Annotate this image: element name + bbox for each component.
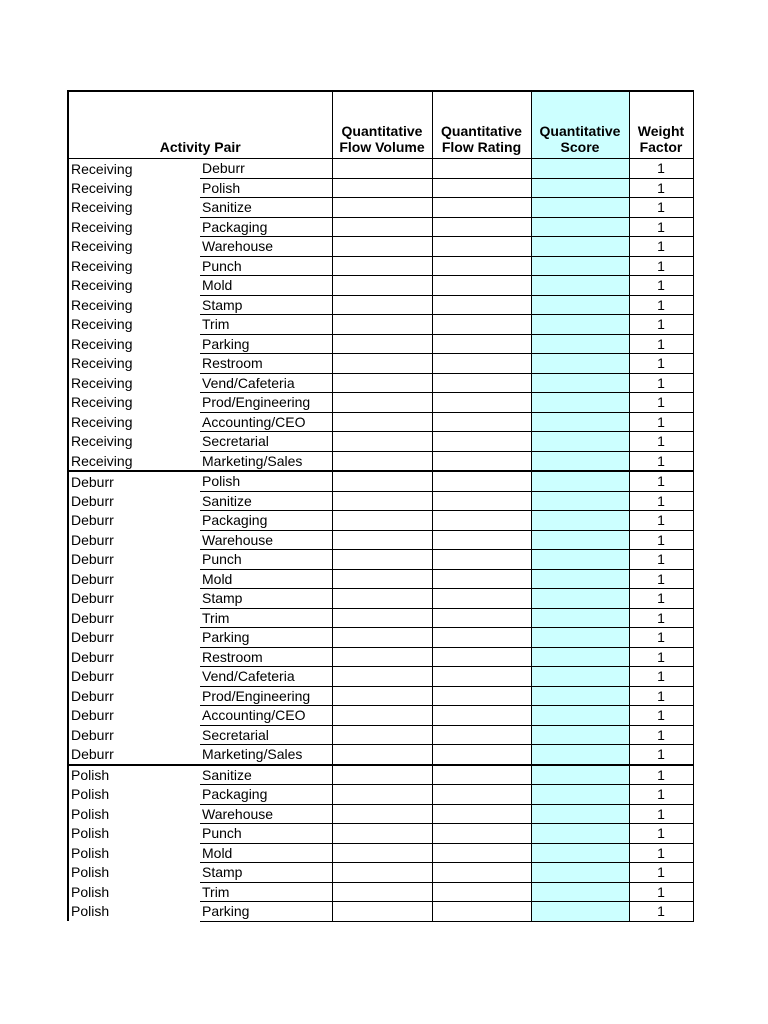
cell-flow-volume[interactable]: [332, 765, 432, 785]
cell-flow-volume[interactable]: [332, 276, 432, 296]
cell-score[interactable]: [531, 569, 629, 589]
cell-score[interactable]: [531, 451, 629, 471]
cell-flow-rating[interactable]: [432, 432, 531, 452]
cell-score[interactable]: [531, 686, 629, 706]
cell-score[interactable]: [531, 667, 629, 687]
header-flow-rating[interactable]: [432, 91, 531, 159]
cell-activity-from[interactable]: Deburr: [68, 569, 200, 589]
cell-weight-factor[interactable]: 1: [629, 686, 693, 706]
cell-activity-to[interactable]: Mold: [200, 569, 332, 589]
cell-score[interactable]: [531, 198, 629, 218]
cell-flow-rating[interactable]: [432, 511, 531, 531]
table-row: [68, 804, 693, 824]
cell-activity-to[interactable]: Packaging: [200, 785, 332, 805]
cell-flow-rating[interactable]: [432, 745, 531, 765]
cell-score[interactable]: [531, 295, 629, 315]
cell-weight-factor[interactable]: 1: [629, 725, 693, 745]
cell-flow-volume[interactable]: [332, 412, 432, 432]
cell-score[interactable]: [531, 706, 629, 726]
cell-flow-rating[interactable]: [432, 550, 531, 570]
cell-flow-volume[interactable]: [332, 628, 432, 648]
cell-activity-to[interactable]: Mold: [200, 276, 332, 296]
cell-score[interactable]: [531, 412, 629, 432]
cell-activity-to[interactable]: Sanitize: [200, 198, 332, 218]
header-row: [68, 91, 693, 159]
cell-flow-volume[interactable]: [332, 608, 432, 628]
header-weight-line2: Factor: [639, 139, 683, 155]
cell-flow-volume[interactable]: [332, 354, 432, 374]
cell-weight-factor[interactable]: 1: [629, 785, 693, 805]
table-row: [68, 765, 693, 785]
cell-activity-from[interactable]: Receiving: [68, 276, 200, 296]
cell-activity-from[interactable]: Deburr: [68, 608, 200, 628]
cell-activity-to[interactable]: Polish: [200, 471, 332, 491]
cell-score[interactable]: [531, 785, 629, 805]
cell-activity-to[interactable]: Trim: [200, 315, 332, 335]
header-flow-volume-line1: Quantitative: [341, 123, 423, 139]
cell-flow-rating[interactable]: [432, 608, 531, 628]
cell-score[interactable]: [531, 725, 629, 745]
cell-flow-volume[interactable]: [332, 843, 432, 863]
table-row: [68, 198, 693, 218]
activity-pair-table: [67, 90, 694, 922]
cell-flow-volume[interactable]: [332, 686, 432, 706]
cell-weight-factor[interactable]: 1: [629, 550, 693, 570]
cell-activity-from[interactable]: Deburr: [68, 725, 200, 745]
cell-activity-from[interactable]: Deburr: [68, 647, 200, 667]
cell-weight-factor[interactable]: 1: [629, 647, 693, 667]
cell-activity-to[interactable]: Secretarial: [200, 432, 332, 452]
cell-activity-from[interactable]: Deburr: [68, 706, 200, 726]
table-row: [68, 628, 693, 648]
cell-flow-rating[interactable]: [432, 276, 531, 296]
cell-weight-factor[interactable]: 1: [629, 295, 693, 315]
cell-activity-to[interactable]: Packaging: [200, 217, 332, 237]
cell-flow-rating[interactable]: [432, 667, 531, 687]
cell-flow-volume[interactable]: [332, 667, 432, 687]
cell-activity-from[interactable]: Receiving: [68, 334, 200, 354]
table-row: [68, 217, 693, 237]
header-flow-rating-line1: Quantitative: [441, 123, 522, 139]
header-flow-rating-line2: Flow Rating: [441, 139, 522, 155]
table-row: [68, 785, 693, 805]
cell-activity-from[interactable]: Polish: [68, 804, 200, 824]
table-row: [68, 159, 693, 179]
cell-score[interactable]: [531, 237, 629, 257]
cell-flow-rating[interactable]: [432, 785, 531, 805]
cell-flow-rating[interactable]: [432, 902, 531, 922]
cell-score[interactable]: [531, 393, 629, 413]
table-row: [68, 276, 693, 296]
cell-flow-rating[interactable]: [432, 589, 531, 609]
cell-score[interactable]: [531, 491, 629, 511]
cell-activity-from[interactable]: Deburr: [68, 686, 200, 706]
cell-activity-from[interactable]: Receiving: [68, 256, 200, 276]
cell-flow-rating[interactable]: [432, 178, 531, 198]
cell-weight-factor[interactable]: 1: [629, 530, 693, 550]
cell-activity-from[interactable]: Receiving: [68, 198, 200, 218]
cell-flow-volume[interactable]: [332, 491, 432, 511]
cell-score[interactable]: [531, 745, 629, 765]
cell-activity-to[interactable]: Punch: [200, 256, 332, 276]
cell-flow-rating[interactable]: [432, 471, 531, 491]
cell-activity-from[interactable]: Receiving: [68, 432, 200, 452]
table-row: [68, 373, 693, 393]
cell-flow-volume[interactable]: [332, 334, 432, 354]
cell-activity-to[interactable]: Parking: [200, 628, 332, 648]
table-row: [68, 706, 693, 726]
cell-weight-factor[interactable]: 1: [629, 882, 693, 902]
cell-activity-to[interactable]: Restroom: [200, 354, 332, 374]
cell-activity-from[interactable]: Receiving: [68, 159, 200, 179]
cell-activity-from[interactable]: Deburr: [68, 589, 200, 609]
cell-weight-factor[interactable]: 1: [629, 706, 693, 726]
cell-flow-rating[interactable]: [432, 706, 531, 726]
cell-weight-factor[interactable]: 1: [629, 198, 693, 218]
cell-activity-to[interactable]: Packaging: [200, 511, 332, 531]
cell-score[interactable]: [531, 550, 629, 570]
cell-activity-to[interactable]: Restroom: [200, 647, 332, 667]
cell-weight-factor[interactable]: 1: [629, 902, 693, 922]
cell-activity-to[interactable]: Vend/Cafeteria: [200, 373, 332, 393]
table-row: [68, 608, 693, 628]
cell-activity-from[interactable]: Receiving: [68, 315, 200, 335]
cell-activity-to[interactable]: Accounting/CEO: [200, 412, 332, 432]
cell-score[interactable]: [531, 256, 629, 276]
cell-activity-to[interactable]: Marketing/Sales: [200, 745, 332, 765]
table-row: [68, 569, 693, 589]
cell-weight-factor[interactable]: 1: [629, 843, 693, 863]
cell-score[interactable]: [531, 804, 629, 824]
cell-activity-to[interactable]: Sanitize: [200, 491, 332, 511]
cell-weight-factor[interactable]: 1: [629, 315, 693, 335]
cell-flow-rating[interactable]: [432, 863, 531, 883]
cell-flow-rating[interactable]: [432, 315, 531, 335]
cell-activity-to[interactable]: Sanitize: [200, 765, 332, 785]
table-row: [68, 237, 693, 257]
cell-weight-factor[interactable]: 1: [629, 256, 693, 276]
cell-score[interactable]: [531, 647, 629, 667]
cell-activity-to[interactable]: Warehouse: [200, 530, 332, 550]
cell-activity-from[interactable]: Receiving: [68, 393, 200, 413]
table-row: [68, 451, 693, 471]
cell-activity-to[interactable]: Warehouse: [200, 804, 332, 824]
cell-activity-to[interactable]: Parking: [200, 902, 332, 922]
cell-activity-from[interactable]: Receiving: [68, 295, 200, 315]
cell-weight-factor[interactable]: 1: [629, 354, 693, 374]
cell-flow-rating[interactable]: [432, 491, 531, 511]
cell-activity-from[interactable]: Deburr: [68, 745, 200, 765]
cell-activity-from[interactable]: Receiving: [68, 451, 200, 471]
cell-weight-factor[interactable]: 1: [629, 628, 693, 648]
table-row: [68, 667, 693, 687]
cell-flow-rating[interactable]: [432, 393, 531, 413]
header-flow-volume[interactable]: [332, 91, 432, 159]
cell-flow-volume[interactable]: [332, 393, 432, 413]
cell-score[interactable]: [531, 824, 629, 844]
cell-score[interactable]: [531, 471, 629, 491]
cell-flow-volume[interactable]: [332, 902, 432, 922]
cell-flow-rating[interactable]: [432, 334, 531, 354]
table-row: [68, 295, 693, 315]
cell-score[interactable]: [531, 178, 629, 198]
cell-flow-rating[interactable]: [432, 804, 531, 824]
cell-weight-factor[interactable]: 1: [629, 667, 693, 687]
cell-activity-to[interactable]: Trim: [200, 882, 332, 902]
cell-activity-to[interactable]: Stamp: [200, 589, 332, 609]
cell-flow-volume[interactable]: [332, 804, 432, 824]
cell-flow-rating[interactable]: [432, 373, 531, 393]
cell-activity-from[interactable]: Receiving: [68, 237, 200, 257]
cell-flow-volume[interactable]: [332, 315, 432, 335]
cell-weight-factor[interactable]: 1: [629, 824, 693, 844]
cell-flow-volume[interactable]: [332, 373, 432, 393]
cell-flow-rating[interactable]: [432, 237, 531, 257]
cell-weight-factor[interactable]: 1: [629, 569, 693, 589]
table-row: [68, 256, 693, 276]
cell-score[interactable]: [531, 334, 629, 354]
cell-score[interactable]: [531, 608, 629, 628]
cell-flow-rating[interactable]: [432, 824, 531, 844]
header-flow-volume-line2: Flow Volume: [339, 139, 425, 155]
cell-weight-factor[interactable]: 1: [629, 178, 693, 198]
table-row: [68, 882, 693, 902]
table-row: [68, 412, 693, 432]
cell-activity-to[interactable]: Punch: [200, 824, 332, 844]
cell-flow-volume[interactable]: [332, 745, 432, 765]
cell-activity-from[interactable]: Polish: [68, 824, 200, 844]
cell-activity-from[interactable]: Deburr: [68, 511, 200, 531]
cell-weight-factor[interactable]: 1: [629, 334, 693, 354]
cell-weight-factor[interactable]: 1: [629, 589, 693, 609]
cell-activity-to[interactable]: Marketing/Sales: [200, 451, 332, 471]
table-row: [68, 863, 693, 883]
cell-activity-to[interactable]: Prod/Engineering: [200, 393, 332, 413]
cell-activity-to[interactable]: Deburr: [200, 159, 332, 179]
cell-score[interactable]: [531, 373, 629, 393]
cell-flow-rating[interactable]: [432, 217, 531, 237]
cell-flow-volume[interactable]: [332, 217, 432, 237]
cell-flow-rating[interactable]: [432, 198, 531, 218]
cell-score[interactable]: [531, 882, 629, 902]
cell-flow-volume[interactable]: [332, 471, 432, 491]
cell-score[interactable]: [531, 628, 629, 648]
cell-flow-rating[interactable]: [432, 451, 531, 471]
cell-score[interactable]: [531, 863, 629, 883]
table-row: [68, 354, 693, 374]
table-header: [68, 91, 693, 159]
cell-flow-rating[interactable]: [432, 354, 531, 374]
cell-activity-to[interactable]: Polish: [200, 178, 332, 198]
cell-activity-from[interactable]: Deburr: [68, 667, 200, 687]
cell-flow-volume[interactable]: [332, 589, 432, 609]
cell-flow-rating[interactable]: [432, 686, 531, 706]
cell-activity-from[interactable]: Polish: [68, 765, 200, 785]
cell-flow-volume[interactable]: [332, 569, 432, 589]
table-row: [68, 824, 693, 844]
cell-activity-from[interactable]: Polish: [68, 902, 200, 922]
cell-flow-volume[interactable]: [332, 451, 432, 471]
cell-flow-volume[interactable]: [332, 159, 432, 179]
cell-weight-factor[interactable]: 1: [629, 432, 693, 452]
cell-activity-from[interactable]: Polish: [68, 863, 200, 883]
table-row: [68, 393, 693, 413]
cell-activity-from[interactable]: Polish: [68, 882, 200, 902]
cell-flow-rating[interactable]: [432, 530, 531, 550]
cell-score[interactable]: [531, 432, 629, 452]
cell-flow-volume[interactable]: [332, 511, 432, 531]
cell-weight-factor[interactable]: 1: [629, 451, 693, 471]
header-score[interactable]: [531, 91, 629, 159]
cell-weight-factor[interactable]: 1: [629, 412, 693, 432]
cell-flow-volume[interactable]: [332, 178, 432, 198]
cell-weight-factor[interactable]: 1: [629, 745, 693, 765]
cell-flow-rating[interactable]: [432, 569, 531, 589]
table-row: [68, 686, 693, 706]
cell-flow-volume[interactable]: [332, 237, 432, 257]
cell-flow-rating[interactable]: [432, 412, 531, 432]
cell-weight-factor[interactable]: 1: [629, 373, 693, 393]
cell-score[interactable]: [531, 276, 629, 296]
cell-activity-to[interactable]: Punch: [200, 550, 332, 570]
cell-activity-from[interactable]: Receiving: [68, 217, 200, 237]
cell-activity-to[interactable]: Accounting/CEO: [200, 706, 332, 726]
cell-activity-to[interactable]: Warehouse: [200, 237, 332, 257]
cell-score[interactable]: [531, 217, 629, 237]
cell-flow-rating[interactable]: [432, 628, 531, 648]
cell-weight-factor[interactable]: 1: [629, 863, 693, 883]
cell-weight-factor[interactable]: 1: [629, 393, 693, 413]
cell-score[interactable]: [531, 765, 629, 785]
cell-weight-factor[interactable]: 1: [629, 765, 693, 785]
cell-flow-volume[interactable]: [332, 863, 432, 883]
cell-score[interactable]: [531, 589, 629, 609]
cell-flow-volume[interactable]: [332, 882, 432, 902]
table-row: [68, 725, 693, 745]
cell-activity-from[interactable]: Deburr: [68, 550, 200, 570]
cell-activity-from[interactable]: Polish: [68, 785, 200, 805]
cell-activity-from[interactable]: Receiving: [68, 354, 200, 374]
table-row: [68, 315, 693, 335]
cell-weight-factor[interactable]: 1: [629, 237, 693, 257]
cell-activity-from[interactable]: Deburr: [68, 530, 200, 550]
cell-weight-factor[interactable]: 1: [629, 491, 693, 511]
cell-weight-factor[interactable]: 1: [629, 511, 693, 531]
cell-flow-volume[interactable]: [332, 432, 432, 452]
header-weight-factor[interactable]: [629, 91, 693, 159]
cell-flow-rating[interactable]: [432, 843, 531, 863]
cell-activity-to[interactable]: Trim: [200, 608, 332, 628]
cell-activity-to[interactable]: Prod/Engineering: [200, 686, 332, 706]
cell-activity-from[interactable]: Deburr: [68, 628, 200, 648]
header-score-line1: Quantitative: [539, 123, 621, 139]
table-row: [68, 550, 693, 570]
cell-flow-rating[interactable]: [432, 159, 531, 179]
cell-flow-volume[interactable]: [332, 550, 432, 570]
cell-weight-factor[interactable]: 1: [629, 159, 693, 179]
table-row: [68, 511, 693, 531]
cell-score[interactable]: [531, 530, 629, 550]
cell-weight-factor[interactable]: 1: [629, 276, 693, 296]
cell-flow-rating[interactable]: [432, 725, 531, 745]
cell-flow-volume[interactable]: [332, 824, 432, 844]
cell-activity-from[interactable]: Receiving: [68, 412, 200, 432]
cell-flow-volume[interactable]: [332, 198, 432, 218]
cell-activity-from[interactable]: Polish: [68, 843, 200, 863]
cell-score[interactable]: [531, 315, 629, 335]
cell-activity-to[interactable]: Vend/Cafeteria: [200, 667, 332, 687]
cell-score[interactable]: [531, 159, 629, 179]
table-row: [68, 745, 693, 765]
header-activity-pair-label: Activity Pair: [159, 139, 241, 155]
cell-flow-rating[interactable]: [432, 295, 531, 315]
cell-activity-from[interactable]: Receiving: [68, 373, 200, 393]
header-activity-pair[interactable]: [68, 91, 332, 159]
table-row: [68, 178, 693, 198]
cell-activity-to[interactable]: Stamp: [200, 863, 332, 883]
cell-flow-rating[interactable]: [432, 882, 531, 902]
table-row: [68, 334, 693, 354]
cell-flow-volume[interactable]: [332, 530, 432, 550]
cell-activity-to[interactable]: Parking: [200, 334, 332, 354]
cell-activity-from[interactable]: Deburr: [68, 491, 200, 511]
header-score-line2: Score: [560, 139, 600, 155]
table-row: [68, 589, 693, 609]
cell-flow-rating[interactable]: [432, 647, 531, 667]
table-row: [68, 491, 693, 511]
table-row: [68, 647, 693, 667]
table-row: [68, 902, 693, 922]
cell-activity-to[interactable]: Secretarial: [200, 725, 332, 745]
header-weight-line1: Weight: [637, 123, 685, 139]
cell-activity-from[interactable]: Receiving: [68, 178, 200, 198]
cell-score[interactable]: [531, 902, 629, 922]
cell-score[interactable]: [531, 843, 629, 863]
cell-score[interactable]: [531, 354, 629, 374]
table-body: [68, 159, 693, 922]
cell-score[interactable]: [531, 511, 629, 531]
table-row: [68, 471, 693, 491]
cell-weight-factor[interactable]: 1: [629, 608, 693, 628]
cell-flow-volume[interactable]: [332, 706, 432, 726]
table-row: [68, 432, 693, 452]
cell-flow-volume[interactable]: [332, 256, 432, 276]
cell-weight-factor[interactable]: 1: [629, 804, 693, 824]
cell-flow-rating[interactable]: [432, 765, 531, 785]
table-row: [68, 530, 693, 550]
cell-weight-factor[interactable]: 1: [629, 217, 693, 237]
table-row: [68, 843, 693, 863]
cell-activity-to[interactable]: Stamp: [200, 295, 332, 315]
cell-activity-from[interactable]: Deburr: [68, 471, 200, 491]
cell-flow-rating[interactable]: [432, 256, 531, 276]
cell-flow-volume[interactable]: [332, 785, 432, 805]
cell-flow-volume[interactable]: [332, 725, 432, 745]
cell-activity-to[interactable]: Mold: [200, 843, 332, 863]
cell-weight-factor[interactable]: 1: [629, 471, 693, 491]
cell-flow-volume[interactable]: [332, 647, 432, 667]
cell-flow-volume[interactable]: [332, 295, 432, 315]
